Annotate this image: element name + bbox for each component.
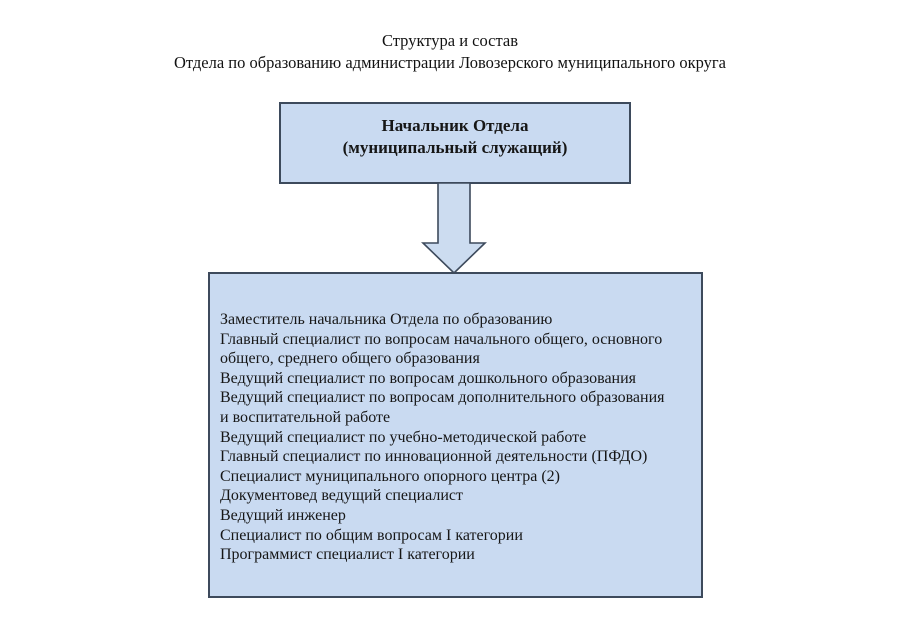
page-title [0,30,900,74]
staff-line: Ведущий специалист по учебно-методической работе [220,428,587,446]
down-arrow-shape [423,183,485,273]
staff-line: Ведущий специалист по вопросам дошкольного образования [220,369,637,387]
staff-line: Главный специалист по вопросам начального общего, основного [220,330,663,348]
head-box-line-2: (муниципальный служащий) [342,137,568,157]
staff-line: Программист специалист I категории [220,546,475,564]
page-title-line-1: Структура и состав [381,31,518,50]
staff-line: Специалист по общим вопросам I категории [220,526,523,544]
staff-line: Главный специалист по инновационной деятельности (ПФДО) [220,448,648,466]
staff-line: Ведущий специалист по вопросам дополнительного образования [220,389,665,407]
staff-line: Специалист муниципального опорного центра (2) [220,467,560,485]
head-box-line-1: Начальник Отдела [381,116,529,135]
staff-line: Документовед ведущий специалист [220,487,464,505]
staff-line: Заместитель начальника Отдела по образованию [220,311,553,328]
staff-line: и воспитательной работе [220,408,391,426]
page-title-line-2: Отдела по образованию администрации Ловозерского муниципального округа [173,53,727,72]
head-of-department-box [279,102,631,184]
staff-line: общего, среднего общего образования [220,350,480,368]
staff-line: Ведущий инженер [220,506,346,524]
staff-list-box [208,272,703,598]
down-arrow-icon [421,183,487,275]
